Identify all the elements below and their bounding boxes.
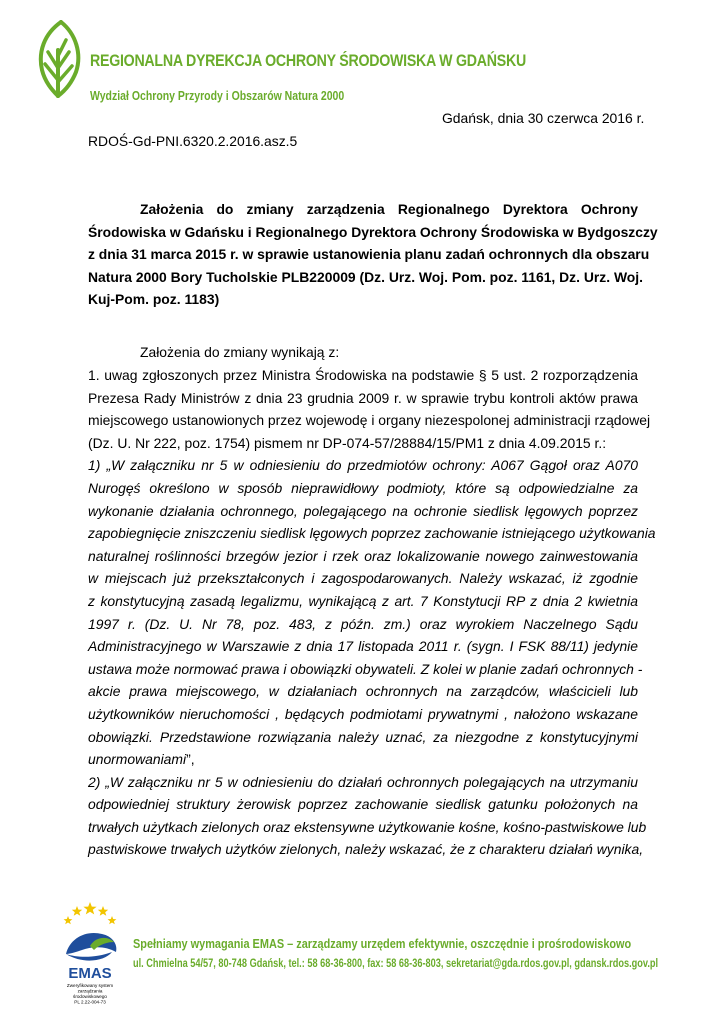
quote-line: akcie prawa miejscowego, w działaniach ochronnych na zarządców, właścicieli lub <box>88 683 638 700</box>
emas-label: EMAS <box>68 965 112 982</box>
quote-end-text: unormowaniami <box>88 751 187 768</box>
quote-line: 1) „W załączniku nr 5 w odniesieniu do przedmiotów ochrony: A067 Gągoł oraz A070 <box>88 457 638 474</box>
quote-line: 1997 r. (Dz. U. Nr 78, poz. 483, z późn. zm.) oraz wyrokiem Naczelnego Sądu <box>88 615 638 632</box>
quote-line: pastwiskowe trwałych użytków zielonych, należy wskazać, że z charakteru działań wynika, <box>88 841 644 858</box>
quote-line: trwałych użytkach zielonych oraz ekstensywne użytkowanie kośne, kośno-pastwiskowe lub <box>88 818 647 835</box>
emas-caption: zarządzania <box>77 988 103 994</box>
quote-line: 2) „W załączniku nr 5 w odniesieniu do działań ochronnych polegających na utrzymaniu <box>88 773 638 790</box>
emas-caption: Zweryfikowany system <box>66 983 114 988</box>
title-line: Założenia do zmiany zarządzenia Regionalnego Dyrektora Ochrony <box>140 201 638 217</box>
quote-line: zapobiegnięcie zniszczeniu siedlisk lęgowych poprzez zachowanie istniejącego użytkowania <box>88 525 656 542</box>
quote-line: użytkowników nieruchomości , będących podmiotami prywatnymi , nałożono wskazane <box>88 705 638 722</box>
emas-caption: PL 2.22-004-73 <box>74 999 106 1005</box>
reference-number: RDOŚ-Gd-PNI.6320.2.2016.asz.5 <box>88 133 298 149</box>
footer-slogan: Spełniamy wymagania EMAS – zarządzamy urzędem efektywnie, oszczędnie i prośrodowiskowo <box>133 936 632 951</box>
leaf-logo-icon <box>36 20 84 98</box>
title-line: Środowiska w Gdańsku i Regionalnego Dyrektora Ochrony Środowiska w Bydgoszczy <box>88 223 658 240</box>
document-body <box>88 364 656 861</box>
quote-line: wykonanie działania ochronnego, polegającego na ochronie siedlisk lęgowych poprzez <box>88 502 638 519</box>
quote-line: w miejscach już przekształconych i zagospodarowanych. Należy wskazać, iż zgodnie <box>88 570 638 587</box>
quote-line: ustawa może normować prawa i obowiązki obywateli. Z kolei w planie zadań ochronnych - <box>88 660 643 677</box>
quote-line: Nurogęś określono w sposób nieprawidłowy podmioty, które są odpowiedzialne za <box>88 479 638 496</box>
emas-text <box>67 965 113 1005</box>
emas-logo-icon <box>60 902 120 1012</box>
title-line: z dnia 31 marca 2015 r. w sprawie ustanowienia planu zadań ochronnych dla obszaru <box>88 246 650 263</box>
document-title <box>88 198 658 311</box>
quote-line: odpowiedniej struktury żerowisk poprzez zachowanie siedlisk gatunku położonych na <box>88 796 638 813</box>
document-date: Gdańsk, dnia 30 czerwca 2016 r. <box>442 110 645 126</box>
body-line: Prezesa Rady Ministrów z dnia 23 grudnia 2009 r. w sprawie trybu kontroli aktów prawa <box>88 389 638 406</box>
emas-caption: środowiskowego <box>73 994 107 999</box>
organization-name: REGIONALNA DYREKCJA OCHRONY ŚRODOWISKA W GDAŃSKU <box>90 52 526 70</box>
body-line: 1. uwag zgłoszonych przez Ministra Środowiska na podstawie § 5 ust. 2 rozporządzenia <box>88 367 638 383</box>
quote-end-punctuation: ”, <box>186 751 195 768</box>
quote-line: Administracyjnego w Warszawie z dnia 17 listopada 2011 r. (sygn. I FSK 88/11) jedynie <box>88 638 638 655</box>
footer-address: ul. Chmielna 54/57, 80-748 Gdańsk, tel.: 58 68-36-800, fax: 58 68-36-803, sekretariat@gda.rdos.gov.pl, gdansk.rdos.gov.pl <box>133 958 659 970</box>
intro-text: Założenia do zmiany wynikają z: <box>140 344 340 360</box>
body-line: miejscowego ustanowionych przez wojewodę i organy niezespolonej administracji rządowej <box>88 412 651 429</box>
quote-line: z konstytucyjną zasadą legalizmu, wynikającą z art. 7 Konstytucji RP z dnia 2 kwietnia <box>88 592 638 609</box>
quote-line: naturalnej roślinności brzegów jezior i rzek oraz lokalizowanie nowego zainwestowania <box>88 547 638 564</box>
title-line: Kuj-Pom. poz. 1183) <box>88 291 220 308</box>
department-name: Wydział Ochrony Przyrody i Obszarów Natura 2000 <box>90 89 345 103</box>
quote-line: obowiązki. Przedstawione rozwiązania należy uznać, za niezgodne z konstytucyjnymi <box>88 728 638 745</box>
quote-end-line <box>88 748 638 771</box>
title-line: Natura 2000 Bory Tucholskie PLB220009 (Dz. Urz. Woj. Pom. poz. 1161, Dz. Urz. Woj. <box>88 268 644 285</box>
body-line: (Dz. U. Nr 222, poz. 1754) pismem nr DP-074-57/28884/15/PM1 z dnia 4.09.2015 r.: <box>88 434 607 451</box>
